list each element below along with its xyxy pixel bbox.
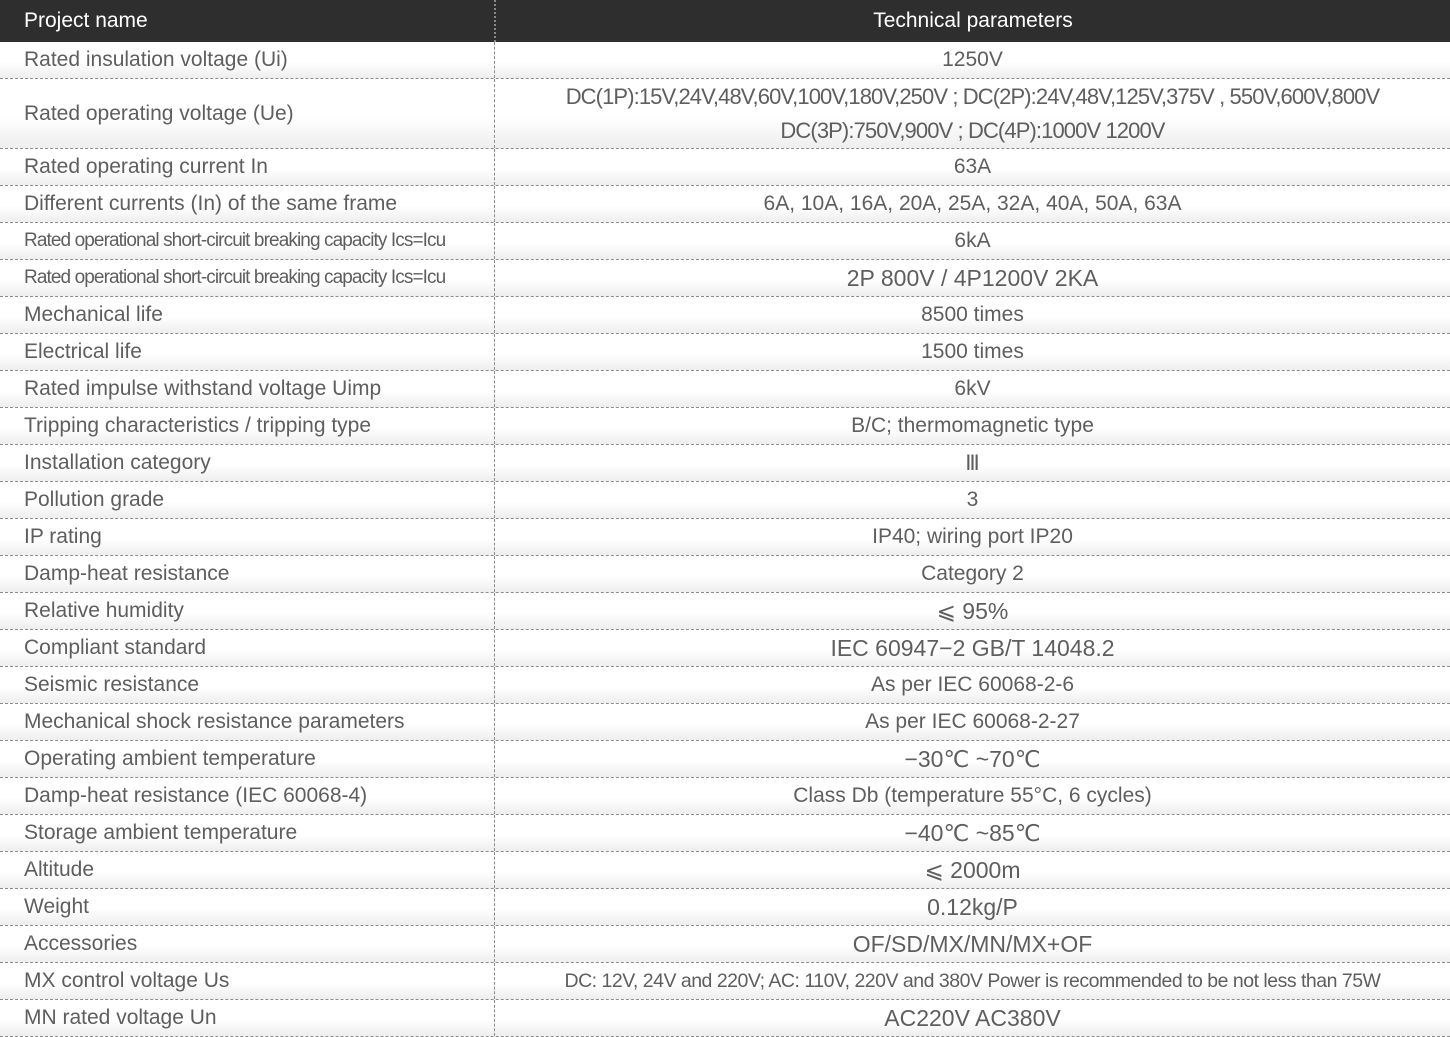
param-value: Ⅲ [965, 451, 980, 475]
param-value: OF/SD/MX/MN/MX+OF [852, 930, 1093, 957]
param-name: Rated impulse withstand voltage Uimp [0, 371, 495, 407]
param-value: As per IEC 60068-2-6 [870, 673, 1075, 696]
param-value: AC220V AC380V [884, 1004, 1061, 1031]
param-value-line: DC(1P):15V,24V,48V,60V,100V,180V,250V ; DC(2P):24V,48V,125V,375V , 550V,600V,800V [565, 83, 1380, 109]
param-name: IP rating [0, 519, 495, 555]
param-name: Installation category [0, 445, 495, 481]
param-value: IEC 60947−2 GB/T 14048.2 [830, 634, 1115, 661]
table-row [0, 79, 1450, 149]
param-value: −40℃ ~85℃ [904, 819, 1041, 846]
param-name: Rated insulation voltage (Ui) [0, 42, 495, 78]
param-name: Pollution grade [0, 482, 495, 518]
table-row [0, 519, 1450, 556]
param-value: 6kV [954, 377, 991, 400]
table-row [0, 223, 1450, 260]
table-row [0, 741, 1450, 778]
param-value: IP40; wiring port IP20 [872, 525, 1073, 548]
table-row [0, 186, 1450, 223]
table-row [0, 408, 1450, 445]
table-row [0, 482, 1450, 519]
param-name: Weight [0, 889, 495, 925]
param-value: As per IEC 60068-2-27 [865, 710, 1080, 733]
param-value: 63A [953, 155, 992, 178]
table-row [0, 926, 1450, 963]
param-value: B/C; thermomagnetic type [851, 414, 1094, 437]
param-value: 1250V [942, 48, 1003, 71]
param-name: Tripping characteristics / tripping type [0, 408, 495, 444]
param-value: ⩽ 2000m [924, 856, 1021, 883]
table-row [0, 334, 1450, 371]
table-row [0, 630, 1450, 667]
param-value: 3 [966, 488, 979, 511]
table-row [0, 297, 1450, 334]
table-header [0, 0, 1450, 42]
param-value [495, 79, 1450, 148]
param-name: Damp-heat resistance [0, 556, 495, 592]
table-row [0, 815, 1450, 852]
table-row [0, 149, 1450, 186]
param-value: 6kA [954, 229, 991, 252]
param-name: Rated operating voltage (Ue) [0, 79, 495, 148]
param-value: 8500 times [921, 303, 1024, 326]
header-technical-parameters: Technical parameters [873, 9, 1073, 32]
param-name: Mechanical life [0, 297, 495, 333]
param-name: Electrical life [0, 334, 495, 370]
param-value: ⩽ 95% [936, 597, 1009, 624]
table-row [0, 260, 1450, 297]
param-name: Relative humidity [0, 593, 495, 629]
param-name: Damp-heat resistance (IEC 60068-4) [0, 778, 495, 814]
param-name: Mechanical shock resistance parameters [0, 704, 495, 740]
param-value: Category 2 [921, 562, 1024, 585]
param-value: DC: 12V, 24V and 220V; AC: 110V, 220V and 380V Power is recommended to be not less than 75W [564, 969, 1381, 992]
param-name: MN rated voltage Un [0, 1000, 495, 1036]
param-value-line: DC(3P):750V,900V ; DC(4P):1000V 1200V [780, 117, 1165, 143]
header-project-name: Project name [0, 0, 496, 42]
table-row [0, 667, 1450, 704]
param-value: Class Db (temperature 55°C, 6 cycles) [793, 784, 1152, 807]
param-name: Accessories [0, 926, 495, 962]
param-name: Rated operational short-circuit breaking capacity Ics=Icu [0, 260, 495, 296]
param-name: Storage ambient temperature [0, 815, 495, 851]
param-name: Seismic resistance [0, 667, 495, 703]
param-value: 6A, 10A, 16A, 20A, 25A, 32A, 40A, 50A, 63A [763, 192, 1182, 215]
table-row [0, 371, 1450, 408]
param-name: Altitude [0, 852, 495, 888]
param-name: Rated operational short-circuit breaking capacity Ics=Icu [0, 223, 495, 259]
table-row [0, 445, 1450, 482]
param-value: −30℃ ~70℃ [904, 745, 1041, 772]
table-row [0, 704, 1450, 741]
table-row [0, 593, 1450, 630]
table-row [0, 852, 1450, 889]
table-row [0, 963, 1450, 1000]
param-value: 1500 times [921, 340, 1024, 363]
param-name: Operating ambient temperature [0, 741, 495, 777]
table-row [0, 889, 1450, 926]
table-row [0, 778, 1450, 815]
table-row [0, 1000, 1450, 1037]
param-name: Different currents (In) of the same frame [0, 186, 495, 222]
param-name: MX control voltage Us [0, 963, 495, 999]
param-value: 0.12kg/P [927, 893, 1018, 920]
param-name: Rated operating current In [0, 149, 495, 185]
param-name: Compliant standard [0, 630, 495, 666]
table-row [0, 556, 1450, 593]
table-row [0, 42, 1450, 79]
param-value: 2P 800V / 4P1200V 2KA [846, 264, 1099, 291]
